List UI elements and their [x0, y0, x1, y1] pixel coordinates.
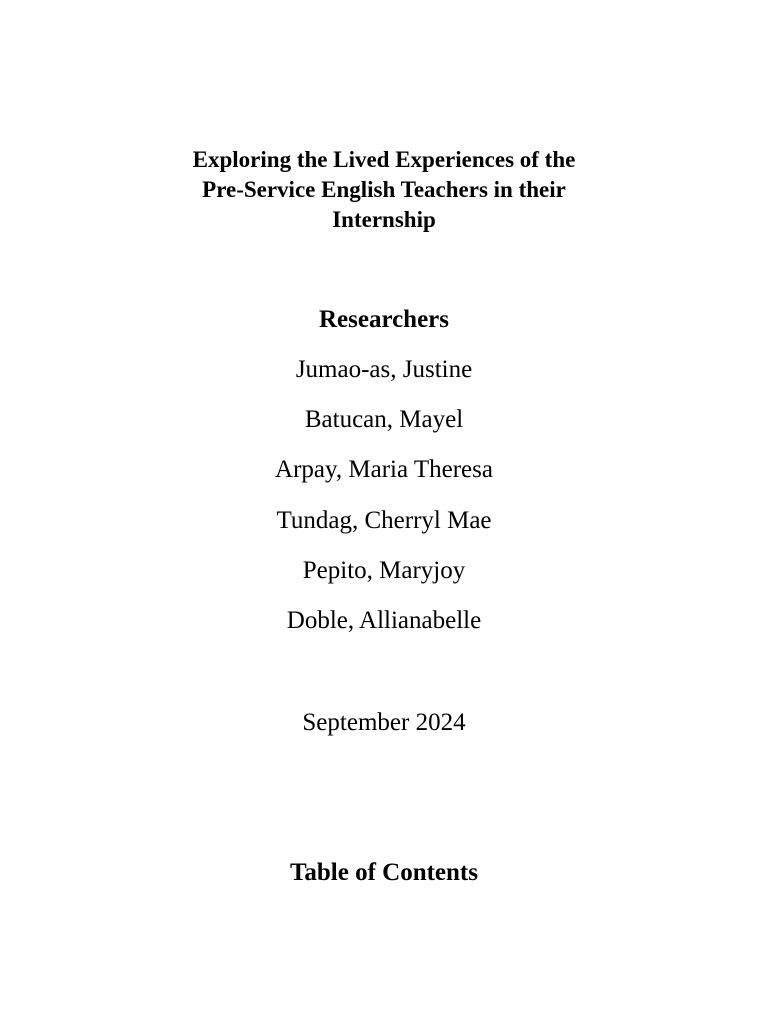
researchers-heading: Researchers: [318, 306, 450, 333]
document-date: September 2024: [302, 709, 466, 736]
researcher-name: Batucan, Mayel: [304, 406, 464, 434]
title-line: Internship: [332, 207, 436, 232]
researcher-name: Doble, Allianabelle: [286, 606, 482, 634]
researchers-list: [0, 355, 768, 656]
table-of-contents-heading: Table of Contents: [290, 859, 478, 886]
researcher-name: Tundag, Cherryl Mae: [276, 506, 492, 534]
researcher-name: Arpay, Maria Theresa: [275, 456, 493, 484]
title-line: Pre-Service English Teachers in their: [202, 177, 566, 202]
researcher-name: Jumao-as, Justine: [295, 356, 473, 383]
title-line: Exploring the Lived Experiences of the: [192, 147, 576, 172]
researcher-name: Pepito, Maryjoy: [302, 556, 466, 584]
document-title: [0, 145, 768, 235]
